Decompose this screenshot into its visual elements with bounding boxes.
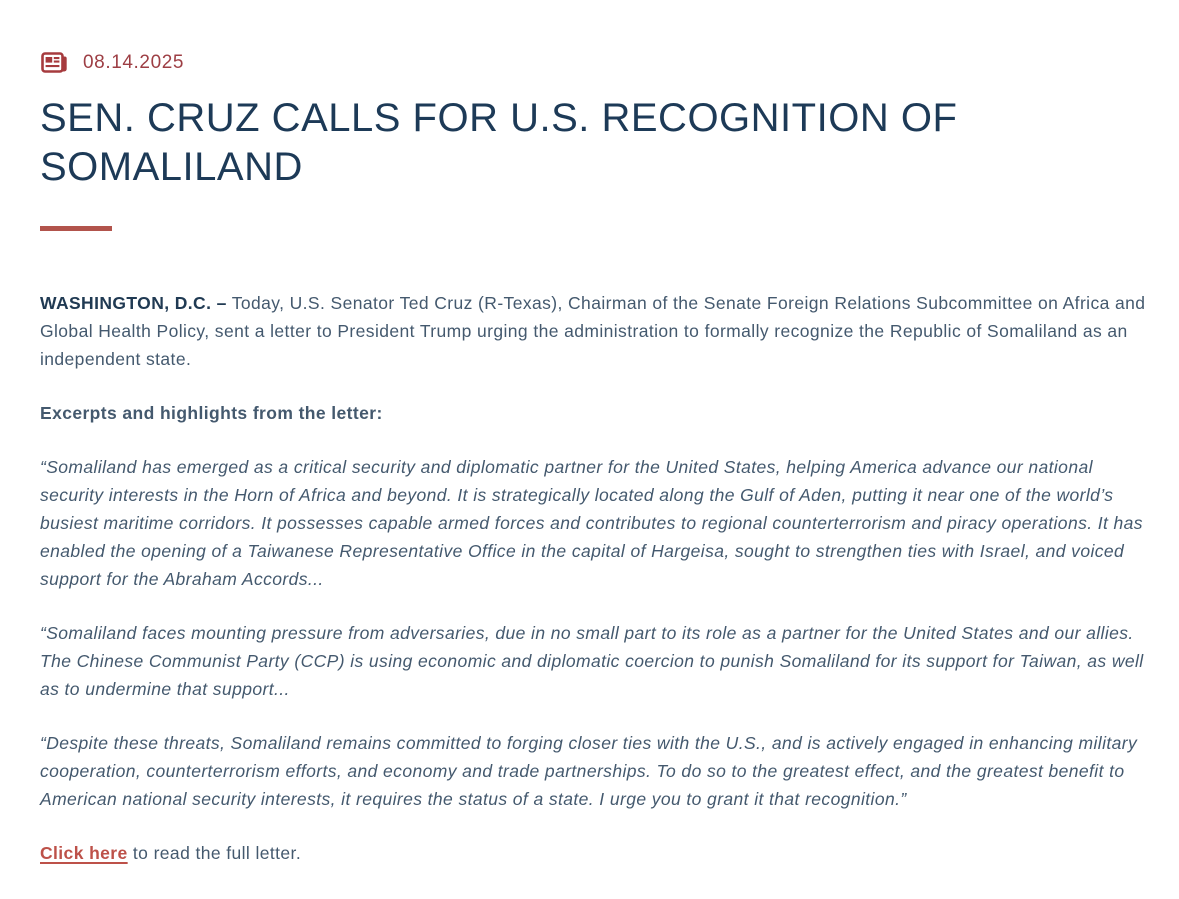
full-letter-link[interactable]: Click here bbox=[40, 842, 128, 863]
lead-paragraph bbox=[40, 289, 1158, 373]
date-row bbox=[40, 48, 1141, 78]
release-date: 08.14.2025 bbox=[83, 52, 185, 73]
title-divider bbox=[40, 226, 112, 231]
quote-paragraph-2: “Somaliland faces mounting pressure from adversaries, due in no small part to its role as a partner for the United States and our allies. The Chinese Communist Party (CCP) is using economic and diplomatic coercion to punish Somaliland for its support for Taiwan, as well as to undermine that support... bbox=[40, 622, 1144, 699]
newspaper-icon bbox=[40, 51, 68, 75]
lead-text: Today, U.S. Senator Ted Cruz (R-Texas), Chairman of the Senate Foreign Relations Subcommittee on Africa and Global Health Policy, sent a letter to President Trump urging the administration to formally recognize the Republic of Somaliland as an independent state. bbox=[40, 292, 1146, 369]
dateline-label: WASHINGTON, D.C. – bbox=[40, 292, 227, 313]
page-title: SEN. CRUZ CALLS FOR U.S. RECOGNITION OF SOMALILAND bbox=[40, 96, 958, 189]
full-letter-line bbox=[40, 839, 1158, 867]
full-letter-suffix: to read the full letter. bbox=[127, 842, 302, 863]
article-body bbox=[40, 289, 1158, 867]
quote-paragraph-1: “Somaliland has emerged as a critical security and diplomatic partner for the United States, helping America advance our national security interests in the Horn of Africa and beyond. It is strategically located along the Gulf of Aden, putting it near one of the world’s busiest maritime corridors. It possesses capable armed forces and contributes to regional counterterrorism and piracy operations. It has enabled the opening of a Taiwanese Representative Office in the capital of Hargeisa, sought to strengthen ties with Israel, and voiced support for the Abraham Accords... bbox=[40, 456, 1143, 589]
quote-paragraph-3: “Despite these threats, Somaliland remains committed to forging closer ties with the U.S., and is actively engaged in enhancing military cooperation, counterterrorism efforts, and economy and trade partnerships. To do so to the greatest effect, and the greatest benefit to American national security interests, it requires the status of a state. I urge you to grant it that recognition.” bbox=[40, 732, 1138, 809]
excerpts-heading: Excerpts and highlights from the letter: bbox=[40, 402, 383, 423]
